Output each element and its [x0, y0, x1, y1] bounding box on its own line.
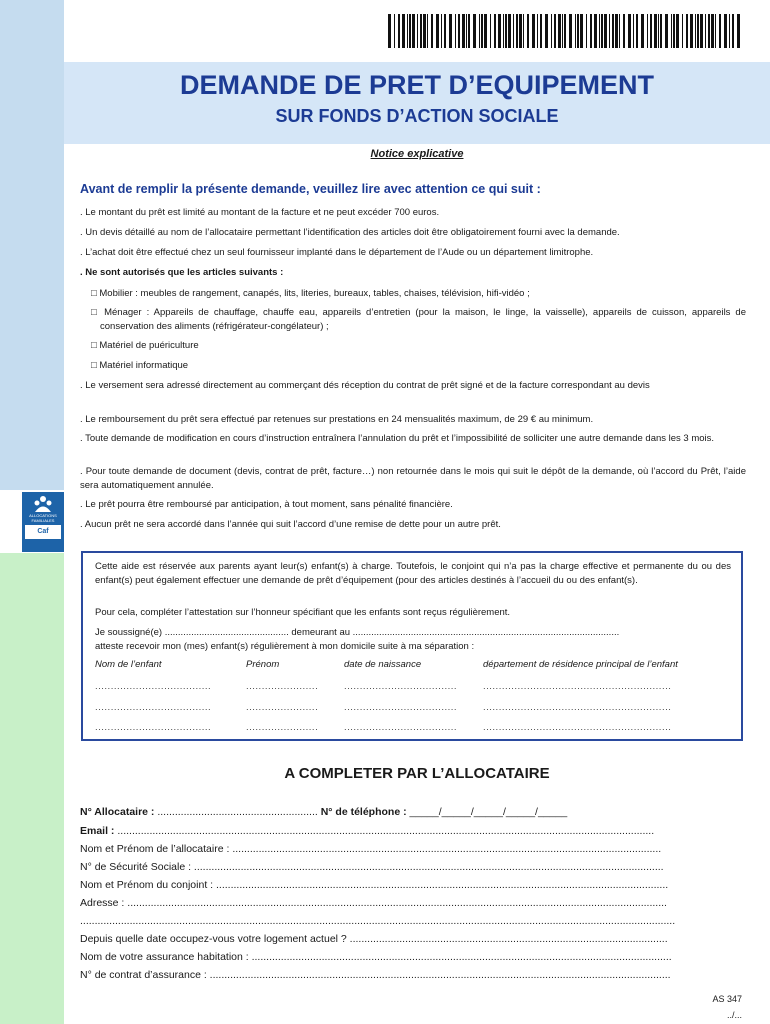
row3-date[interactable]: ....................................	[344, 722, 458, 733]
continued-marker: ../...	[726, 1010, 742, 1020]
telephone-label: N° de téléphone :	[317, 806, 407, 818]
attestation-soussigne[interactable]: Je soussigné(e) ............................................... demeurant au .....................................................................................................	[95, 627, 620, 638]
allocataire-phone-line[interactable]	[80, 806, 735, 818]
caf-logo	[22, 492, 64, 552]
rule-montant: . Le montant du prêt est limité au montant de la facture et ne peut excéder 700 euros.	[80, 207, 440, 218]
attestation-atteste: atteste recevoir mon (mes) enfant(s) régulièrement à mon domicile suite à ma séparation :	[95, 641, 475, 652]
rule-remboursement: . Le remboursement du prêt sera effectué par retenues sur prestations en 24 mensualités maximum, de 29 € au minimum.	[80, 414, 594, 425]
col-date-naissance: date de naissance	[344, 659, 422, 670]
title-banner	[64, 62, 770, 144]
email-line[interactable]	[80, 825, 735, 837]
contrat-assurance-field[interactable]: N° de contrat d’assurance : ..............................................................................................................................................................	[80, 969, 671, 981]
attestation-para2: Pour cela, compléter l’attestation sur l’honneur spécifiant que les enfants sont reçus régulièrement.	[95, 607, 511, 618]
nom-prenom-field[interactable]: Nom et Prénom de l’allocataire : ...................................................................................................................................................	[80, 843, 662, 855]
col-prenom: Prénom	[246, 659, 280, 670]
page-title: DEMANDE DE PRET D’EQUIPEMENT	[179, 70, 655, 100]
article-mobilier: □ Mobilier : meubles de rangement, canapés, lits, literies, bureaux, tables, chaises, télévision, hifi-vidéo ;	[91, 288, 530, 299]
row2-prenom[interactable]: .......................	[246, 702, 319, 713]
assurance-field[interactable]: Nom de votre assurance habitation : ................................................................................................................................................	[80, 951, 672, 963]
family-emblem-icon	[32, 495, 54, 513]
adresse-field-line2[interactable]: ............................................................................................................................................................................................................	[80, 915, 676, 927]
sidebar-band-blue	[0, 0, 64, 490]
allocataire-label: N° Allocataire :	[80, 806, 155, 818]
rule-achat: . L’achat doit être effectué chez un seul fournisseur implanté dans le département de l’Aude ou un département limitrophe.	[80, 247, 594, 258]
logo-line1: ALLOCATIONS	[29, 513, 57, 518]
row2-departement[interactable]: ............................................................	[483, 702, 672, 713]
telephone-field[interactable]: _____/_____/_____/_____/_____	[406, 806, 568, 818]
adresse-field[interactable]: Adresse : .........................................................................................................................................................................................	[80, 897, 667, 909]
allocataire-field[interactable]: .......................................................	[154, 806, 318, 818]
rule-document: . Pour toute demande de document (devis, contrat de prêt, facture…) non retournée dans le mois qui suit le dépôt de la demande, où l’accord du Prêt, l’aide sera automatiquement annulée.	[80, 466, 746, 491]
sidebar-band-green	[0, 553, 64, 1024]
row3-nom[interactable]: .....................................	[95, 722, 212, 733]
form-section-title: A COMPLETER PAR L’ALLOCATAIRE	[284, 765, 550, 782]
row3-departement[interactable]: ............................................................	[483, 722, 672, 733]
row3-prenom[interactable]: .......................	[246, 722, 319, 733]
logo-caf: Caf	[25, 525, 61, 539]
article-menager: □ Ménager : Appareils de chauffage, chauffe eau, appareils d’entretien (pour la maison, le linge, la vaisselle), appareils de cuisson, appareils de conservation des aliments (réfrigérateur-congélateur) ;	[91, 307, 746, 332]
page-subtitle: SUR FONDS D’ACTION SOCIALE	[275, 106, 559, 126]
article-informatique: □ Matériel informatique	[91, 360, 189, 371]
intro-text: Avant de remplir la présente demande, veuillez lire avec attention ce qui suit :	[80, 182, 541, 196]
rule-versement: . Le versement sera adressé directement au commerçant dés réception du contrat de prêt signé et de la facture correspondant au devis	[80, 380, 650, 391]
col-departement: département de résidence principal de l’enfant	[483, 659, 678, 670]
row1-date[interactable]: ....................................	[344, 681, 458, 692]
row2-nom[interactable]: .....................................	[95, 702, 212, 713]
email-label: Email :	[80, 825, 115, 837]
attestation-box	[81, 551, 743, 741]
notice-heading: Notice explicative	[370, 148, 464, 160]
form-reference: AS 347	[712, 994, 742, 1004]
rule-aucun: . Aucun prêt ne sera accordé dans l’année qui suit l’accord d’une remise de dette pour un autre prêt.	[80, 519, 501, 530]
article-puericulture: □ Matériel de puériculture	[91, 340, 199, 351]
row2-date[interactable]: ....................................	[344, 702, 458, 713]
rule-autorises: . Ne sont autorisés que les articles suivants :	[80, 267, 284, 278]
conjoint-field[interactable]: Nom et Prénom du conjoint : ...........................................................................................................................................................	[80, 879, 669, 891]
secu-field[interactable]: N° de Sécurité Sociale : .................................................................................................................................................................	[80, 861, 664, 873]
rule-modification: . Toute demande de modification en cours d’instruction entraînera l’annulation du prêt et l’impossibilité de solliciter une autre demande dans les 3 mois.	[80, 433, 715, 444]
row1-prenom[interactable]: .......................	[246, 681, 319, 692]
rule-anticipation: . Le prêt pourra être remboursé par anticipation, à tout moment, sans pénalité financière.	[80, 499, 453, 510]
logement-date-field[interactable]: Depuis quelle date occupez-vous votre logement actuel ? .............................................................................................................	[80, 933, 668, 945]
row1-nom[interactable]: .....................................	[95, 681, 212, 692]
barcode-icon	[388, 14, 740, 48]
logo-line2: FAMILIALES	[31, 518, 55, 523]
col-nom: Nom de l’enfant	[95, 659, 162, 670]
row1-departement[interactable]: ............................................................	[483, 681, 672, 692]
rule-devis: . Un devis détaillé au nom de l’allocataire permettant l’identification des articles doit être obligatoirement fourni avec la demande.	[80, 227, 620, 238]
attestation-para1: Cette aide est réservée aux parents ayant leur(s) enfant(s) à charge. Toutefois, le conjoint qui n’a pas la charge effective et permanente du ou des enfant(s) peut également effectuer une demande de prêt d’équipement (pour des articles destinés à l’accueil du ou des enfant(s).	[95, 561, 731, 586]
email-field[interactable]: ........................................................................................................................................................................................	[114, 825, 655, 837]
